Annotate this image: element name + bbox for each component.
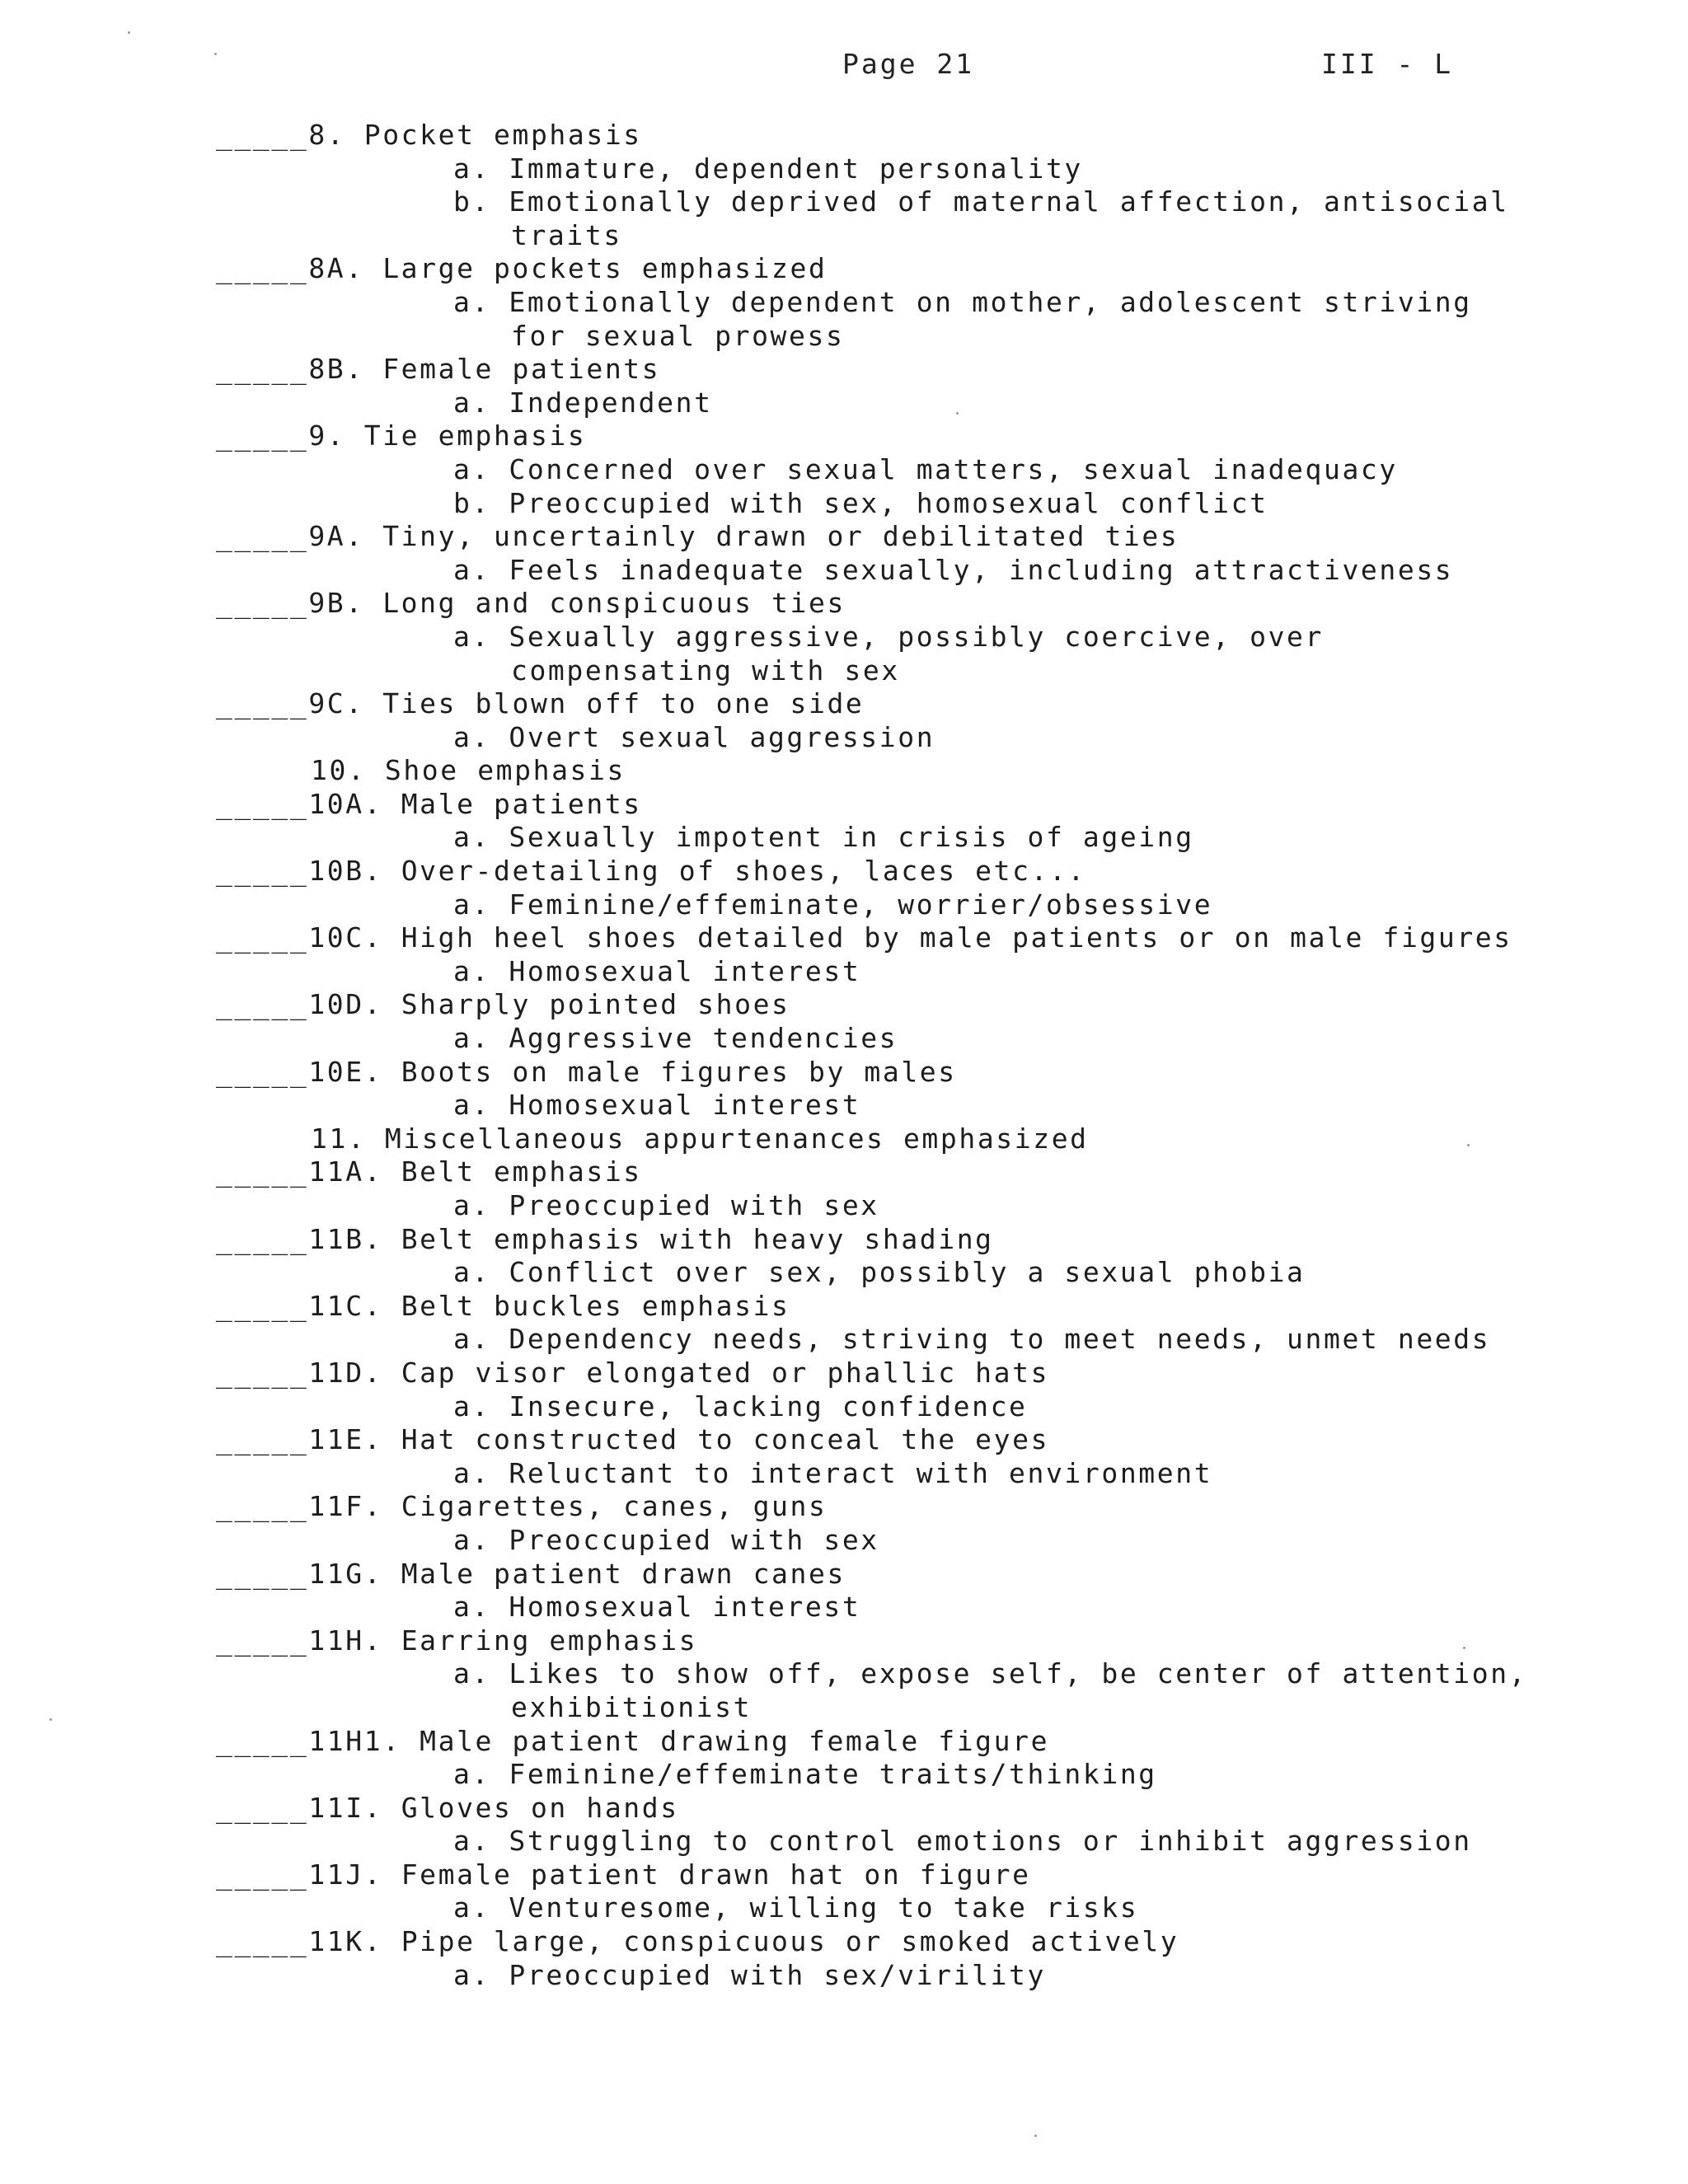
item-text: Shoe emphasis	[384, 754, 626, 787]
sub-item-continuation	[216, 1691, 1617, 1725]
item-text: Male patient drawn canes	[401, 1557, 846, 1590]
sub-item-letter: a.	[453, 1456, 490, 1489]
item-number: 11E.	[308, 1423, 383, 1456]
sub-item-letter: a.	[453, 1891, 490, 1924]
sub-item-letter: a.	[453, 1825, 490, 1858]
item-number: 11C.	[308, 1289, 383, 1322]
checkbox-blank-line: _____	[216, 1155, 309, 1188]
checkbox-blank-line: _____	[216, 1557, 309, 1590]
scan-speck	[214, 53, 217, 55]
item-number: 10D.	[308, 988, 383, 1021]
item-number: 11F.	[308, 1490, 383, 1523]
sub-item-text: Feminine/effeminate, worrier/obsessive	[509, 888, 1213, 921]
continuation-text: exhibitionist	[511, 1690, 753, 1723]
checklist-item	[216, 1792, 1617, 1825]
item-text: Gloves on hands	[401, 1791, 679, 1824]
checkbox-blank-line: _____	[216, 1490, 309, 1523]
checklist-item	[216, 1290, 1617, 1324]
sub-item-continuation	[216, 320, 1617, 354]
sub-item-text: Concerned over sexual matters, sexual inadequacy	[509, 452, 1398, 485]
checkbox-blank-line: _____	[216, 988, 309, 1021]
item-number: 11J.	[308, 1858, 383, 1891]
checkbox-blank-line: _____	[216, 419, 309, 452]
checklist	[216, 119, 1617, 1992]
sub-item-letter: a.	[453, 1758, 490, 1791]
sub-item	[216, 1323, 1617, 1357]
sub-item-letter: a.	[453, 553, 490, 586]
checklist-item	[216, 1624, 1617, 1658]
sub-item-text: Likes to show off, expose self, be center of attention,	[509, 1657, 1528, 1690]
scan-speck	[1034, 2135, 1037, 2137]
checkbox-blank-line: _____	[216, 252, 309, 285]
item-number: 9A.	[308, 520, 364, 553]
checkbox-blank-line	[216, 754, 311, 786]
item-number: 8.	[308, 119, 346, 151]
checkbox-blank-line: _____	[216, 1791, 309, 1824]
sub-item-letter: a.	[453, 285, 490, 318]
checkbox-blank-line: _____	[216, 687, 309, 720]
checkbox-blank-line: _____	[216, 119, 309, 151]
sub-item-letter: a.	[453, 1022, 490, 1055]
sub-item	[216, 1591, 1617, 1624]
page-number: Page 21	[842, 48, 975, 80]
sub-item	[216, 1959, 1617, 1993]
sub-item-continuation	[216, 654, 1617, 688]
sub-item-text: Insecure, lacking confidence	[509, 1390, 1028, 1422]
sub-item-letter: a.	[453, 1256, 490, 1289]
sub-item	[216, 1189, 1617, 1223]
sub-item	[216, 1390, 1617, 1424]
sub-item-text: Immature, dependent personality	[509, 152, 1083, 185]
sub-item	[216, 1457, 1617, 1491]
item-text: Belt emphasis with heavy shading	[401, 1222, 994, 1255]
sub-item-text: Homosexual interest	[509, 954, 861, 987]
checkbox-blank-line: _____	[216, 587, 309, 620]
item-number: 8B.	[308, 353, 364, 386]
item-text: Pipe large, conspicuous or smoked actively	[401, 1925, 1179, 1958]
item-text: Tiny, uncertainly drawn or debilitated ties	[382, 520, 1179, 553]
sub-item-letter: a.	[453, 1189, 490, 1221]
item-number: 11A.	[308, 1155, 383, 1188]
sub-item-text: Independent	[509, 386, 713, 419]
checkbox-blank-line: _____	[216, 921, 309, 954]
sub-item	[216, 1758, 1617, 1792]
checklist-item	[216, 1925, 1617, 1959]
item-text: Large pockets emphasized	[382, 252, 828, 285]
sub-item-letter: a.	[453, 888, 490, 921]
sub-item-text: Aggressive tendencies	[509, 1022, 898, 1055]
item-text: Cigarettes, canes, guns	[401, 1490, 828, 1523]
sub-item-continuation	[216, 219, 1617, 253]
item-number: 11.	[311, 1122, 367, 1155]
item-text: Ties blown off to one side	[382, 687, 865, 720]
checklist-item	[216, 252, 1617, 286]
item-number: 10A.	[308, 787, 383, 820]
sub-item	[216, 152, 1617, 186]
checklist-item	[216, 687, 1617, 721]
checklist-item	[216, 855, 1617, 888]
sub-item-letter: b.	[453, 486, 490, 519]
sub-item	[216, 621, 1617, 654]
item-number: 8A.	[308, 252, 364, 285]
sub-item-text: Preoccupied with sex/virility	[509, 1958, 1046, 1991]
sub-item	[216, 1524, 1617, 1558]
scan-speck	[128, 31, 130, 34]
sub-item-text: Dependency needs, striving to meet needs, unmet needs	[509, 1323, 1491, 1356]
sub-item	[216, 554, 1617, 588]
item-number: 10.	[311, 754, 367, 787]
sub-item-letter: a.	[453, 1657, 490, 1690]
checklist-item	[216, 1357, 1617, 1390]
sub-item-letter: a.	[453, 1390, 490, 1422]
sub-item	[216, 821, 1617, 855]
sub-item-text: Preoccupied with sex	[509, 1189, 879, 1221]
sub-item-letter: a.	[453, 386, 490, 419]
scan-speck	[956, 412, 959, 415]
item-number: 11B.	[308, 1222, 383, 1255]
sub-item-letter: a.	[453, 1089, 490, 1122]
item-text: Pocket emphasis	[363, 119, 642, 151]
sub-item	[216, 1891, 1617, 1925]
sub-item-text: Homosexual interest	[509, 1089, 861, 1122]
sub-item-text: Struggling to control emotions or inhibit aggression	[509, 1825, 1472, 1858]
checkbox-blank-line: _____	[216, 1055, 309, 1088]
item-text: Cap visor elongated or phallic hats	[401, 1356, 1050, 1389]
item-text: Male patients	[401, 787, 642, 820]
checkbox-blank-line: _____	[216, 1925, 309, 1958]
sub-item-text: Sexually impotent in crisis of ageing	[509, 821, 1194, 854]
sub-item-letter: a.	[453, 821, 490, 854]
checklist-item	[216, 1056, 1617, 1090]
checkbox-blank-line: _____	[216, 1222, 309, 1255]
sub-item-letter: a.	[453, 1323, 490, 1356]
checkbox-blank-line: _____	[216, 1624, 309, 1657]
sub-item	[216, 487, 1617, 521]
checklist-item	[216, 419, 1617, 453]
checkbox-blank-line: _____	[216, 1289, 309, 1322]
sub-item-text: Emotionally deprived of maternal affection, antisocial	[509, 185, 1509, 218]
checklist-item	[216, 754, 1617, 788]
continuation-text: for sexual prowess	[511, 319, 845, 352]
checkbox-blank-line: _____	[216, 520, 309, 553]
item-number: 11H1.	[308, 1724, 401, 1757]
checklist-item	[216, 1725, 1617, 1759]
sub-item-letter: a.	[453, 1591, 490, 1624]
sub-item-letter: a.	[453, 152, 490, 185]
checklist-item	[216, 520, 1617, 554]
sub-item-text: Homosexual interest	[509, 1591, 861, 1624]
item-text: Tie emphasis	[363, 419, 587, 452]
item-text: Long and conspicuous ties	[382, 587, 846, 620]
item-number: 11H.	[308, 1624, 383, 1657]
item-text: Earring emphasis	[401, 1624, 698, 1657]
sub-item	[216, 1089, 1617, 1122]
item-number: 11K.	[308, 1925, 383, 1958]
sub-item	[216, 721, 1617, 755]
item-text: Female patients	[382, 353, 661, 386]
item-number: 9C.	[308, 687, 364, 720]
continuation-text: traits	[511, 218, 622, 251]
sub-item-text: Overt sexual aggression	[509, 720, 935, 753]
sub-item-text: Preoccupied with sex	[509, 1523, 879, 1556]
checkbox-blank-line: _____	[216, 1356, 309, 1389]
scan-speck	[1463, 1647, 1465, 1649]
sub-item	[216, 1256, 1617, 1290]
item-text: Hat constructed to conceal the eyes	[401, 1423, 1050, 1456]
checklist-item	[216, 1423, 1617, 1457]
sub-item	[216, 1022, 1617, 1056]
sub-item-text: Conflict over sex, possibly a sexual phobia	[509, 1256, 1306, 1289]
section-identifier: III - L	[1321, 48, 1454, 80]
item-number: 10B.	[308, 855, 383, 888]
sub-item	[216, 185, 1617, 219]
checkbox-blank-line: _____	[216, 1724, 309, 1757]
checklist-item	[216, 1858, 1617, 1892]
checklist-item	[216, 988, 1617, 1022]
item-text: Over-detailing of shoes, laces etc...	[401, 855, 1086, 888]
checklist-item	[216, 1558, 1617, 1591]
checkbox-blank-line	[216, 1122, 311, 1155]
checkbox-blank-line: _____	[216, 787, 309, 820]
checklist-item	[216, 1223, 1617, 1257]
sub-item-letter: a.	[453, 620, 490, 653]
item-text: High heel shoes detailed by male patients or on male figures	[401, 921, 1512, 954]
item-text: Sharply pointed shoes	[401, 988, 790, 1021]
sub-item-text: Feels inadequate sexually, including attractiveness	[509, 553, 1454, 586]
page-header	[0, 48, 1688, 89]
sub-item-text: Emotionally dependent on mother, adolescent striving	[509, 285, 1472, 318]
checklist-item	[216, 921, 1617, 955]
sub-item	[216, 955, 1617, 989]
checklist-item	[216, 1155, 1617, 1189]
item-text: Belt buckles emphasis	[401, 1289, 790, 1322]
scan-speck	[49, 1718, 52, 1721]
checklist-item	[216, 119, 1617, 152]
item-number: 11D.	[308, 1356, 383, 1389]
item-text: Female patient drawn hat on figure	[401, 1858, 1031, 1891]
sub-item	[216, 1657, 1617, 1691]
continuation-text: compensating with sex	[511, 654, 900, 687]
checklist-item	[216, 587, 1617, 621]
checklist-item	[216, 353, 1617, 387]
sub-item-letter: a.	[453, 954, 490, 987]
checklist-item	[216, 1122, 1617, 1156]
checklist-item	[216, 788, 1617, 822]
item-number: 11G.	[308, 1557, 383, 1590]
sub-item-letter: a.	[453, 720, 490, 753]
sub-item	[216, 286, 1617, 320]
checkbox-blank-line: _____	[216, 353, 309, 386]
item-text: Miscellaneous appurtenances emphasized	[384, 1122, 1089, 1155]
sub-item-letter: a.	[453, 452, 490, 485]
item-text: Male patient drawing female figure	[420, 1724, 1050, 1757]
item-number: 9B.	[308, 587, 364, 620]
item-number: 11I.	[308, 1791, 383, 1824]
sub-item-text: Preoccupied with sex, homosexual conflict	[509, 486, 1268, 519]
sub-item	[216, 387, 1617, 420]
sub-item	[216, 1825, 1617, 1858]
checkbox-blank-line: _____	[216, 1858, 309, 1891]
sub-item-text: Feminine/effeminate traits/thinking	[509, 1758, 1157, 1791]
item-number: 10C.	[308, 921, 383, 954]
checklist-item	[216, 1490, 1617, 1524]
checkbox-blank-line: _____	[216, 1423, 309, 1456]
item-number: 10E.	[308, 1055, 383, 1088]
item-number: 9.	[308, 419, 346, 452]
sub-item-text: Sexually aggressive, possibly coercive, over	[509, 620, 1324, 653]
sub-item-letter: b.	[453, 185, 490, 218]
sub-item-text: Venturesome, willing to take risks	[509, 1891, 1139, 1924]
sub-item-letter: a.	[453, 1523, 490, 1556]
sub-item-letter: a.	[453, 1958, 490, 1991]
scan-speck	[1467, 1144, 1470, 1146]
item-text: Boots on male figures by males	[401, 1055, 957, 1088]
sub-item	[216, 453, 1617, 487]
sub-item-text: Reluctant to interact with environment	[509, 1456, 1213, 1489]
checkbox-blank-line: _____	[216, 855, 309, 888]
sub-item	[216, 888, 1617, 922]
item-text: Belt emphasis	[401, 1155, 642, 1188]
